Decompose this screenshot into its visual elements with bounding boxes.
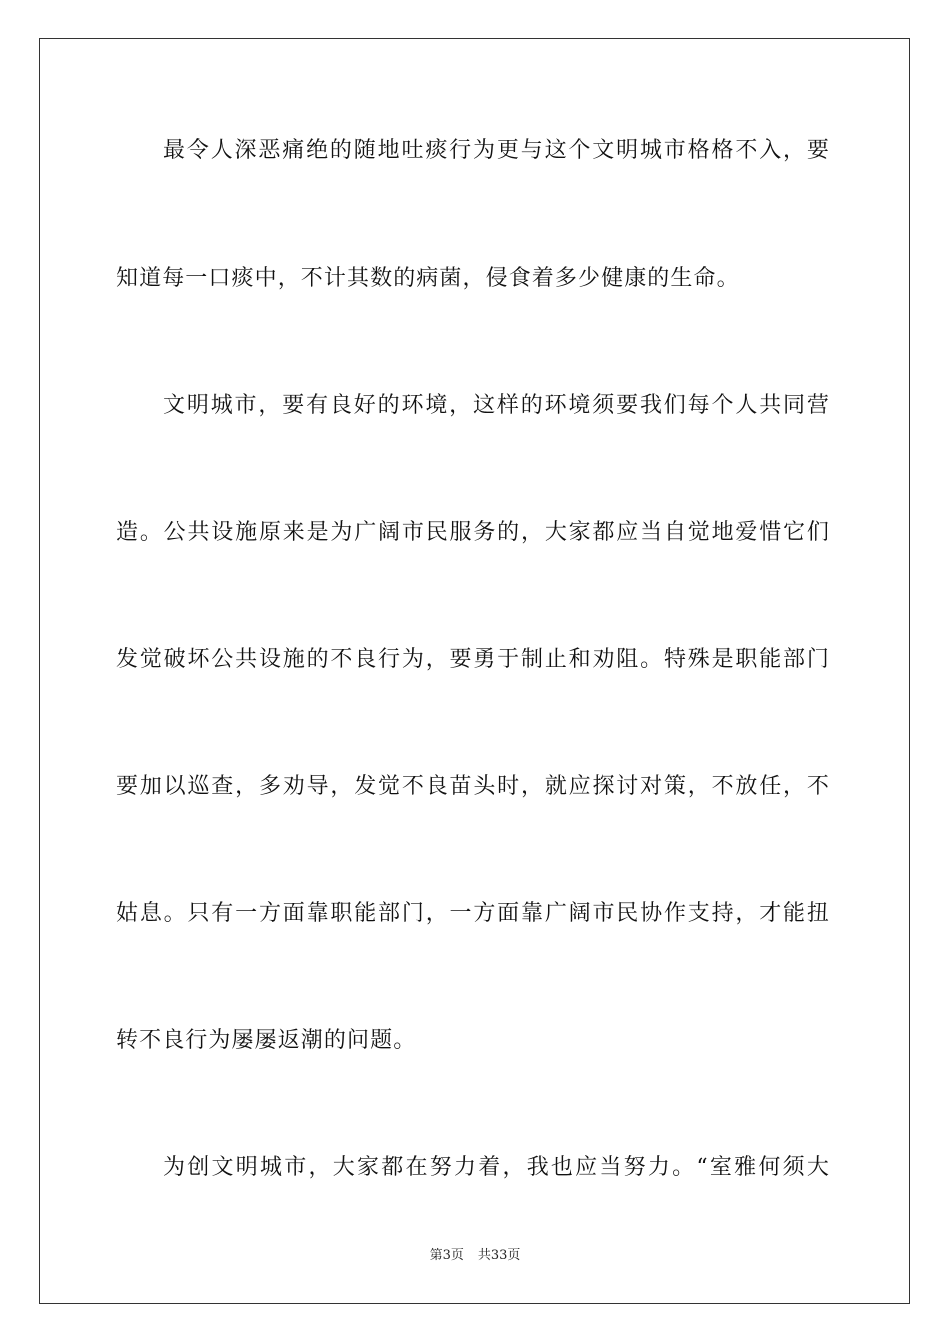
paragraph-2-line-3: 发觉破坏公共设施的不良行为，要勇于制止和劝阻。特殊是职能部门 [116, 647, 830, 672]
paragraph-2-line-6: 转不良行为屡屡返潮的问题。 [116, 1028, 417, 1053]
paragraph-2-line-1: 文明城市，要有良好的环境，这样的环境须要我们每个人共同营 [163, 393, 830, 418]
paragraph-2-line-5: 姑息。只有一方面靠职能部门，一方面靠广阔市民协作支持，才能扭 [116, 901, 830, 926]
page-footer [0, 1247, 950, 1265]
page-number: 第3页 [429, 1248, 464, 1263]
paragraph-1-line-1: 最令人深恶痛绝的随地吐痰行为更与这个文明城市格格不入，要 [163, 138, 830, 163]
paragraph-3-line-1: 为创文明城市，大家都在努力着，我也应当努力。“室雅何须大 [163, 1155, 830, 1180]
total-pages: 共33页 [477, 1248, 521, 1263]
paragraph-1-line-2: 知道每一口痰中，不计其数的病菌，侵食着多少健康的生命。 [116, 266, 740, 291]
paragraph-2-line-2: 造。公共设施原来是为广阔市民服务的，大家都应当自觉地爱惜它们 [116, 520, 830, 545]
paragraph-2-line-4: 要加以巡查，多劝导，发觉不良苗头时，就应探讨对策，不放任，不 [116, 774, 830, 799]
